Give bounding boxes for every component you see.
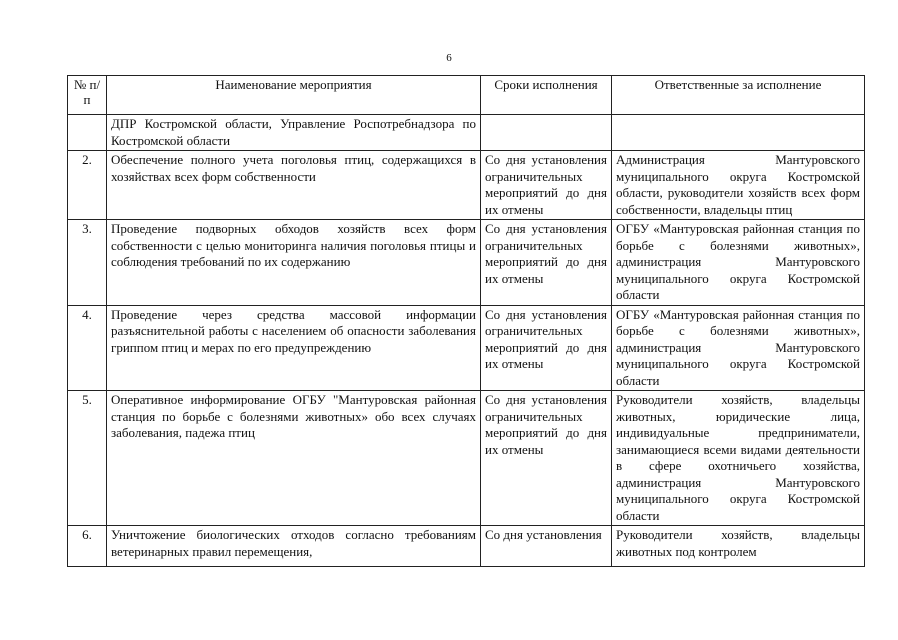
header-responsible: Ответственные за исполнение (612, 76, 865, 115)
row-term-text: Со дня установления (485, 527, 602, 542)
row-term (481, 526, 612, 567)
row-term: Со дня установления ограничительных мероприятий до дня их отмены (481, 391, 612, 526)
header-num: № п/п (68, 76, 107, 115)
row-name: Оперативное информирование ОГБУ "Мантуровская районная станция по борьбе с болезнями животных» обо всех случаях заболевания, падежа птиц (107, 391, 481, 526)
table-row (68, 151, 865, 220)
row-num: 4. (68, 305, 107, 391)
row-responsible: ОГБУ «Мантуровская районная станция по борьбе с болезнями животных», администрация Мантуровского муниципального округа Костромской области (612, 220, 865, 306)
header-name: Наименование мероприятия (107, 76, 481, 115)
table-row (68, 305, 865, 391)
row-responsible-text: Руководители хозяйств, владельцы животных под контролем (616, 527, 860, 559)
table-header-row (68, 76, 865, 115)
row-responsible (612, 115, 865, 151)
row-name (107, 526, 481, 567)
table-row (68, 220, 865, 306)
row-num: 5. (68, 391, 107, 526)
row-num (68, 526, 107, 567)
row-responsible: ОГБУ «Мантуровская районная станция по борьбе с болезнями животных», администрация Мантуровского муниципального округа Костромской области (612, 305, 865, 391)
row-term: Со дня установления ограничительных мероприятий до дня их отмены (481, 220, 612, 306)
row-name: Проведение подворных обходов хозяйств всех форм собственности с целью мониторинга наличия поголовья птицы и соблюдения требований по их содержанию (107, 220, 481, 306)
row-num: 3. (68, 220, 107, 306)
row-name: Проведение через средства массовой информации разъяснительной работы с населением об опасности заболевания гриппом птиц и мерах по его предупреждению (107, 305, 481, 391)
page-number: 6 (446, 52, 452, 64)
row-term: Со дня установления ограничительных мероприятий до дня их отмены (481, 305, 612, 391)
measures-table (67, 75, 865, 567)
row-name: Обеспечение полного учета поголовья птиц, содержащихся в хозяйствах всех форм собственности (107, 151, 481, 220)
row-name-text: Уничтожение биологических отходов согласно требованиям ветеринарных правил перемещения, (111, 527, 476, 559)
row-responsible: Администрация Мантуровского муниципального округа Костромской области, руководители хозяйств всех форм собственности, владельцы птиц (612, 151, 865, 220)
row-name: ДПР Костромской области, Управление Роспотребнадзора по Костромской области (107, 115, 481, 151)
row-term: Со дня установления ограничительных мероприятий до дня их отмены (481, 151, 612, 220)
table-row (68, 391, 865, 526)
row-responsible: Руководители хозяйств, владельцы животных, юридические лица, индивидуальные предприниматели, занимающиеся всеми видами деятельности в сфере охотничьего хозяйства, администрация Мантуровского муниципального округа Костромской области (612, 391, 865, 526)
header-term: Сроки исполнения (481, 76, 612, 115)
table-row (68, 526, 865, 567)
row-num-text: 6. (82, 527, 92, 542)
row-responsible (612, 526, 865, 567)
row-term (481, 115, 612, 151)
row-num (68, 115, 107, 151)
row-num: 2. (68, 151, 107, 220)
table-row (68, 115, 865, 151)
